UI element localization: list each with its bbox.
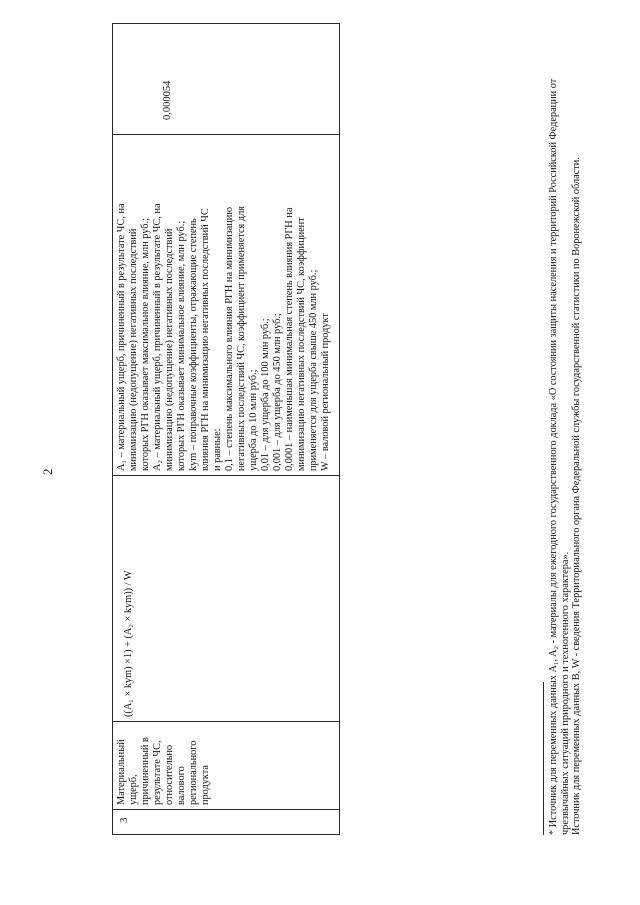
description-line: 0,01 – для ущерба до 100 млн руб.; <box>260 318 271 471</box>
description-line: влияния РГН на минимизацию негативных последствий ЧС <box>200 208 211 471</box>
row-number: 3 <box>118 817 130 823</box>
description-line: 0,1 – степень максимального влияния РГН на минимизацию <box>224 206 235 471</box>
description-line: применяется для ущерба свыше 450 млн руб.; <box>308 269 319 471</box>
footnote-2: Источник для переменных данных B, W - сведения Территориального органа Федеральной службы государственной статистики по Воронежской области. <box>571 157 582 835</box>
description-line: минимизацию негативных последствий ЧС, коэффициент <box>296 217 307 471</box>
footnotes <box>548 20 583 835</box>
description-line: которых РГН оказывает максимальное влияние, млн руб.; <box>140 218 151 471</box>
description-text <box>113 135 335 475</box>
description-line: 0,0001 – наименьшая минимальная степень влияния РГН на <box>284 207 295 471</box>
formula-text: ((A₁ × kym) ×1) + (A₂ × kym)) / W <box>123 570 134 717</box>
footnote-separator <box>543 682 544 835</box>
description-line: которых РГН оказывает минимальное влияние, млн руб.; <box>176 220 187 471</box>
cell-formula <box>113 475 339 721</box>
description-line: ущерба до 10 млн руб.; <box>248 369 259 471</box>
description-line: 0,001 – для ущерба до 450 млн руб.; <box>272 313 283 471</box>
cell-description <box>113 134 339 475</box>
cell-indicator <box>113 721 339 809</box>
description-line: W – валовой региональный продукт <box>320 313 331 471</box>
description-line: A₁ – материальный ущерб, причиненный в результате ЧС, на <box>116 203 127 471</box>
indicator-name: Материальный ущерб, причиненный в результате ЧС, относительно валового регионального продукта <box>116 737 211 805</box>
description-line: минимизацию (недопущение) негативных последствий <box>128 228 139 471</box>
description-line: A₂ – материальный ущерб, причиненный в результате ЧС, на <box>152 203 163 471</box>
description-line: минимизацию (недопущение) негативных последствий <box>164 228 175 471</box>
cell-row-number <box>113 809 339 834</box>
footnote-1: * Источник для переменных данных A₁, A₂ - материалы для ежегодного государственного доклада «О состоянии защиты населения и территорий Российской Федерации от чрезвычайных ситуаций природного и техногенного характера». <box>548 78 571 835</box>
description-line: kym – поправочные коэффициенты, отражающие степень <box>188 218 199 471</box>
page-number: 2 <box>40 468 55 475</box>
indicator-value: 0,000054 <box>162 80 173 120</box>
cell-value <box>113 24 339 134</box>
description-line: негативных последствий ЧС, коэффициент применяется для <box>236 206 247 471</box>
indicator-table <box>112 23 340 835</box>
description-line: и равные: <box>212 428 223 471</box>
